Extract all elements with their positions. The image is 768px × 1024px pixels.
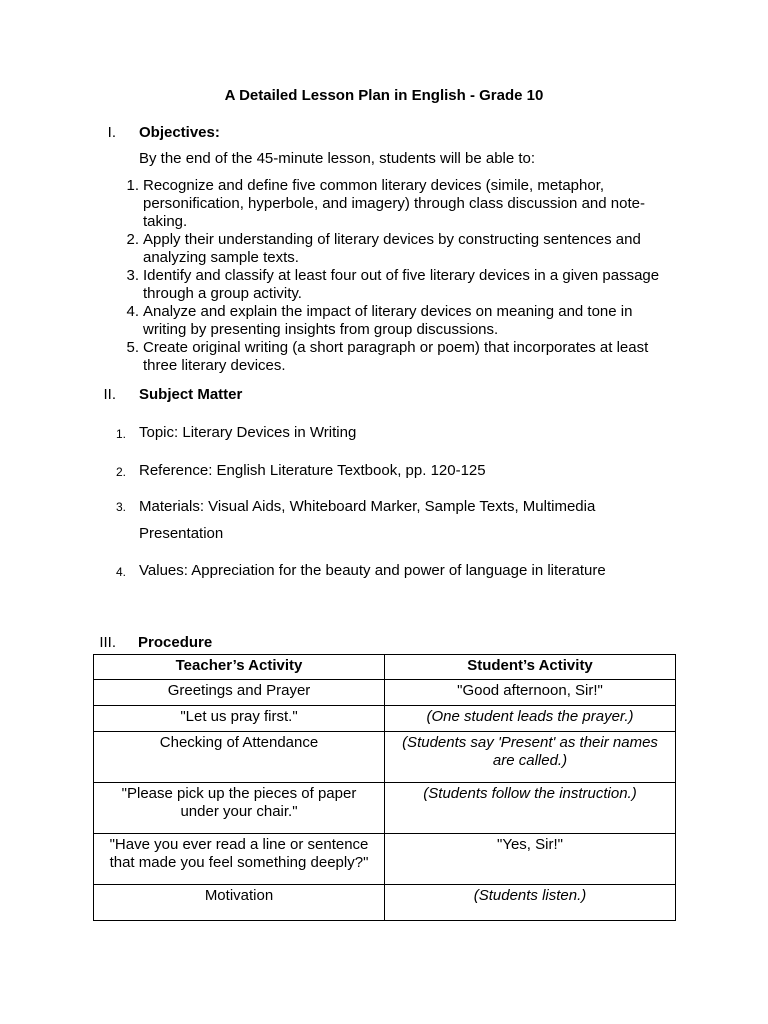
list-item-number: 1. [126,177,139,194]
table-header-row [94,655,676,680]
list-item [126,303,678,339]
section-numeral-procedure: III. [99,634,116,651]
section-heading-subject-matter: Subject Matter [139,386,243,403]
list-item-text: Apply their understanding of literary devices by constructing sentences and analyzing sample texts. [143,231,641,266]
objectives-list [126,177,678,375]
teacher-activity-cell: "Please pick up the pieces of paper under your chair." [94,783,385,834]
table-row [94,834,676,885]
student-activity-cell: (Students follow the instruction.) [385,783,676,834]
column-header-student: Student’s Activity [385,655,676,680]
list-item-text: Create original writing (a short paragraph or poem) that incorporates at least three literary devices. [143,339,649,374]
list-item [126,231,678,267]
subject-topic: Topic: Literary Devices in Writing [139,424,357,441]
teacher-activity-cell: Motivation [94,885,385,921]
student-activity-cell: "Good afternoon, Sir!" [385,680,676,706]
section-heading-procedure: Procedure [138,634,213,651]
teacher-activity-cell: "Have you ever read a line or sentence that made you feel something deeply?" [94,834,385,885]
list-item-number: 4. [115,565,126,579]
list-item [126,177,678,231]
list-item-text: Analyze and explain the impact of literary devices on meaning and tone in writing by presenting insights from group discussions. [143,303,633,338]
list-item-number: 2. [126,231,139,248]
column-header-teacher: Teacher’s Activity [94,655,385,680]
list-item [126,339,678,375]
table-row [94,783,676,834]
list-item-number: 3. [126,267,139,284]
procedure-table [93,654,676,921]
student-activity-cell: (One student leads the prayer.) [385,706,676,732]
table-row [94,885,676,921]
table-row [94,680,676,706]
subject-values: Values: Appreciation for the beauty and power of language in literature [139,562,606,579]
list-item [126,267,678,303]
list-item-text: Identify and classify at least four out of five literary devices in a given passage through a group activity. [143,267,660,302]
table-row [94,732,676,783]
list-item-number: 4. [126,303,139,320]
section-numeral-subject-matter: II. [103,386,116,403]
table-row [94,706,676,732]
subject-reference: Reference: English Literature Textbook, pp. 120-125 [139,462,486,479]
teacher-activity-cell: "Let us pray first." [94,706,385,732]
subject-materials: Materials: Visual Aids, Whiteboard Marker, Sample Texts, Multimedia Presentation [139,498,596,542]
document-title: A Detailed Lesson Plan in English - Grade 10 [224,87,544,104]
section-heading-objectives: Objectives: [139,124,220,141]
list-item-number: 2. [115,465,126,479]
list-item-number: 5. [126,339,139,356]
teacher-activity-cell: Greetings and Prayer [94,680,385,706]
list-item-text: Recognize and define five common literary devices (simile, metaphor, personification, hyperbole, and imagery) through class discussion and note-taking. [143,177,645,230]
student-activity-cell: (Students say 'Present' as their names are called.) [385,732,676,783]
teacher-activity-cell: Checking of Attendance [94,732,385,783]
list-item-number: 1. [115,427,126,441]
student-activity-cell: (Students listen.) [385,885,676,921]
section-numeral-objectives: I. [107,124,116,141]
objectives-intro: By the end of the 45-minute lesson, students will be able to: [139,150,536,167]
student-activity-cell: "Yes, Sir!" [385,834,676,885]
list-item-number: 3. [115,500,126,514]
